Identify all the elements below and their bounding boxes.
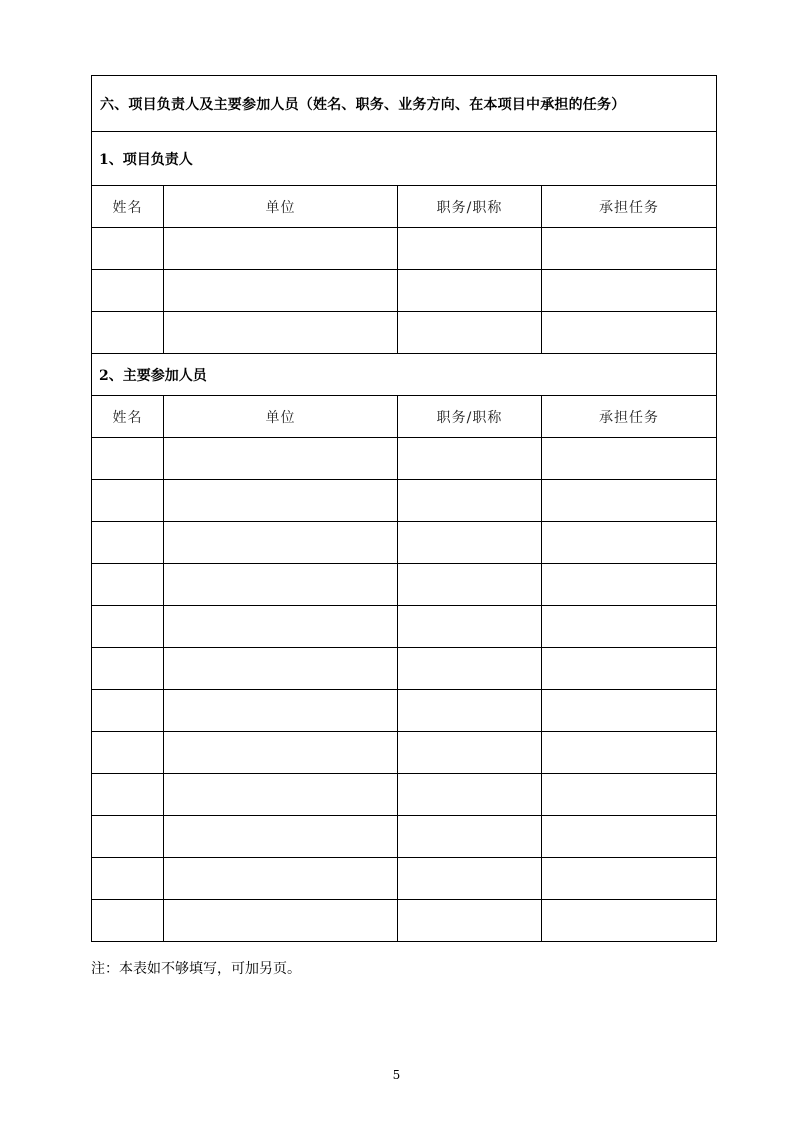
member-table-row bbox=[92, 858, 717, 900]
member-table-row bbox=[92, 480, 717, 522]
member-unit-cell[interactable] bbox=[164, 648, 398, 690]
member-unit-cell[interactable] bbox=[164, 438, 398, 480]
member-unit-cell[interactable] bbox=[164, 858, 398, 900]
member-task-cell[interactable] bbox=[542, 480, 717, 522]
member-table-row bbox=[92, 816, 717, 858]
leader-unit-cell[interactable] bbox=[164, 312, 398, 354]
member-title-cell[interactable] bbox=[398, 774, 542, 816]
member-task-cell[interactable] bbox=[542, 858, 717, 900]
member-title-cell[interactable] bbox=[398, 480, 542, 522]
member-title-cell[interactable] bbox=[398, 690, 542, 732]
leader-name-cell[interactable] bbox=[92, 228, 164, 270]
member-name-cell[interactable] bbox=[92, 774, 164, 816]
member-name-cell[interactable] bbox=[92, 816, 164, 858]
member-table-row bbox=[92, 648, 717, 690]
member-name-cell[interactable] bbox=[92, 858, 164, 900]
member-title-cell[interactable] bbox=[398, 522, 542, 564]
member-title-cell[interactable] bbox=[398, 900, 542, 942]
member-title-cell[interactable] bbox=[398, 564, 542, 606]
leader-task-cell[interactable] bbox=[542, 312, 717, 354]
leader-unit-cell[interactable] bbox=[164, 270, 398, 312]
member-unit-cell[interactable] bbox=[164, 816, 398, 858]
member-table-row bbox=[92, 900, 717, 942]
leader-title-cell[interactable] bbox=[398, 228, 542, 270]
leader-header-row bbox=[92, 186, 717, 228]
member-table-row bbox=[92, 438, 717, 480]
member-name-cell[interactable] bbox=[92, 522, 164, 564]
member-task-cell[interactable] bbox=[542, 438, 717, 480]
leader-col-title-header: 职务/职称 bbox=[398, 186, 542, 228]
leader-task-cell[interactable] bbox=[542, 270, 717, 312]
leader-name-cell[interactable] bbox=[92, 270, 164, 312]
member-table-row bbox=[92, 522, 717, 564]
member-unit-cell[interactable] bbox=[164, 732, 398, 774]
member-task-cell[interactable] bbox=[542, 732, 717, 774]
member-task-cell[interactable] bbox=[542, 522, 717, 564]
member-table-row bbox=[92, 732, 717, 774]
leader-col-name-header: 姓名 bbox=[92, 186, 164, 228]
members-header-row bbox=[92, 396, 717, 438]
member-task-cell[interactable] bbox=[542, 564, 717, 606]
leader-title-cell[interactable] bbox=[398, 312, 542, 354]
member-unit-cell[interactable] bbox=[164, 522, 398, 564]
members-col-title-header: 职务/职称 bbox=[398, 396, 542, 438]
member-title-cell[interactable] bbox=[398, 816, 542, 858]
section-title: 六、项目负责人及主要参加人员（姓名、职务、业务方向、在本项目中承担的任务） bbox=[92, 76, 717, 132]
leader-table-row bbox=[92, 270, 717, 312]
member-unit-cell[interactable] bbox=[164, 690, 398, 732]
member-title-cell[interactable] bbox=[398, 606, 542, 648]
member-name-cell[interactable] bbox=[92, 648, 164, 690]
leader-table-row bbox=[92, 312, 717, 354]
member-task-cell[interactable] bbox=[542, 774, 717, 816]
member-table-row bbox=[92, 564, 717, 606]
leader-name-cell[interactable] bbox=[92, 312, 164, 354]
member-title-cell[interactable] bbox=[398, 438, 542, 480]
member-unit-cell[interactable] bbox=[164, 774, 398, 816]
member-task-cell[interactable] bbox=[542, 648, 717, 690]
footnote: 注：本表如不够填写，可加另页。 bbox=[91, 961, 301, 977]
member-task-cell[interactable] bbox=[542, 816, 717, 858]
member-title-cell[interactable] bbox=[398, 858, 542, 900]
member-name-cell[interactable] bbox=[92, 690, 164, 732]
member-name-cell[interactable] bbox=[92, 480, 164, 522]
member-unit-cell[interactable] bbox=[164, 900, 398, 942]
page-number: 5 bbox=[392, 1068, 401, 1082]
member-title-cell[interactable] bbox=[398, 732, 542, 774]
member-name-cell[interactable] bbox=[92, 564, 164, 606]
personnel-form-table bbox=[91, 75, 717, 942]
leader-unit-cell[interactable] bbox=[164, 228, 398, 270]
member-table-row bbox=[92, 774, 717, 816]
members-col-unit-header: 单位 bbox=[164, 396, 398, 438]
members-section-heading: 2、主要参加人员 bbox=[92, 354, 717, 396]
member-unit-cell[interactable] bbox=[164, 564, 398, 606]
members-col-name-header: 姓名 bbox=[92, 396, 164, 438]
leader-title-cell[interactable] bbox=[398, 270, 542, 312]
member-table-row bbox=[92, 606, 717, 648]
leader-task-cell[interactable] bbox=[542, 228, 717, 270]
member-task-cell[interactable] bbox=[542, 606, 717, 648]
leader-table-row bbox=[92, 228, 717, 270]
member-name-cell[interactable] bbox=[92, 732, 164, 774]
member-title-cell[interactable] bbox=[398, 648, 542, 690]
leader-section-heading: 1、项目负责人 bbox=[92, 132, 717, 186]
member-table-row bbox=[92, 690, 717, 732]
member-name-cell[interactable] bbox=[92, 438, 164, 480]
member-unit-cell[interactable] bbox=[164, 480, 398, 522]
leader-col-unit-header: 单位 bbox=[164, 186, 398, 228]
member-name-cell[interactable] bbox=[92, 900, 164, 942]
members-col-task-header: 承担任务 bbox=[542, 396, 717, 438]
member-task-cell[interactable] bbox=[542, 690, 717, 732]
member-task-cell[interactable] bbox=[542, 900, 717, 942]
leader-col-task-header: 承担任务 bbox=[542, 186, 717, 228]
member-name-cell[interactable] bbox=[92, 606, 164, 648]
member-unit-cell[interactable] bbox=[164, 606, 398, 648]
